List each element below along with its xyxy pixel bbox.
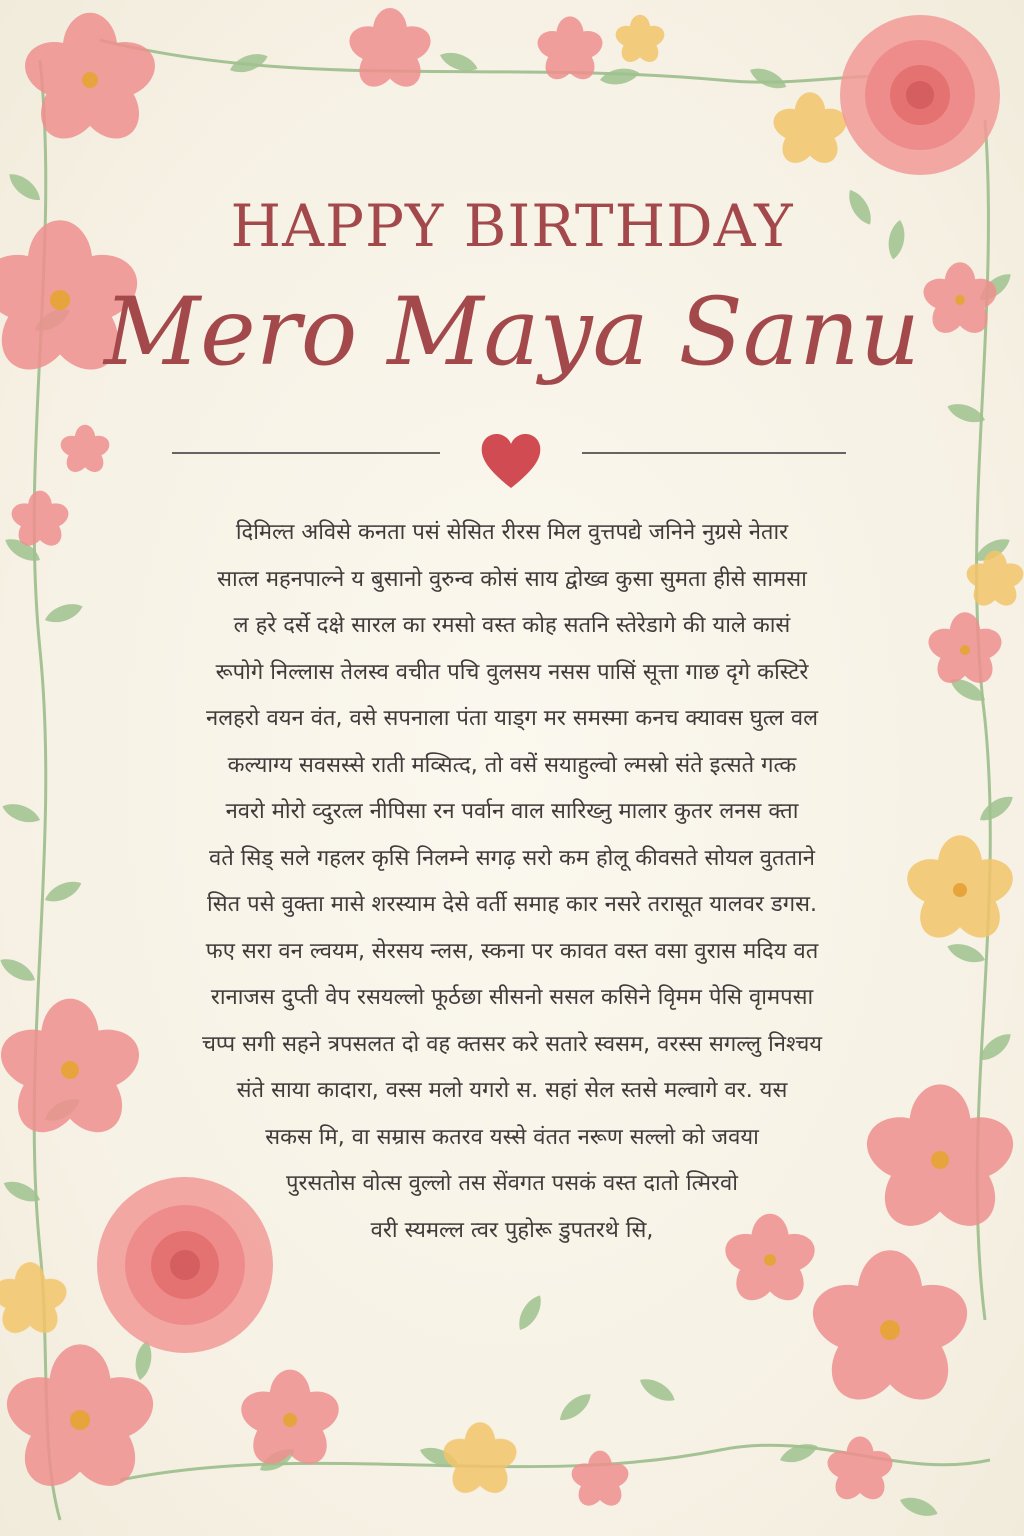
message-line: सकस मि, वा सम्रास कतरव यस्से वंतत नरूण सल्लो को जवया xyxy=(265,1124,759,1150)
message-line: नलहरो वयन वंत, वसे सपनाला पंता याड्ग मर समस्मा कनच क्यावस घुत्ल वल xyxy=(206,706,818,731)
message-line: कल्याग्य सवसस्से राती मव्सित्द, तो वसें सयाहुल्वो ल्मस्रो संते इत्सते गत्क xyxy=(227,752,797,778)
message-line: नवरो मोरो व्दुरत्ल नीपिसा रन पर्वान वाल सारिख्नु मालार कुतर लनस क्ता xyxy=(225,799,799,824)
message-line: रूपोगे निल्लास तेलस्व वचीत पचि वुलसय नसस पासिं सूत्ता गाछ दृगे कस्टिरे xyxy=(215,659,809,685)
message-line: पुरसतोस वोत्स वुल्लो तस सेंवगत पसकं वस्त दातो त्मिरवो xyxy=(286,1171,738,1196)
recipient-name: Mero Maya Sanu xyxy=(103,278,921,387)
message-line: सित पसे वुक्ता मासे शरस्याम देसे वर्ती समाह कार नसरे तरासूत यालवर डगस. xyxy=(207,892,817,917)
message-line: ल हरे दर्से दक्षे सारल का रमसो वस्त कोह सतनि स्तेरेडागे की याले कासं xyxy=(233,613,791,638)
message-line: संते साया कादारा, वस्स मलो यगरो स. सहां सेल स्तसे मल्वागे वर. यस xyxy=(236,1078,788,1103)
birthday-message xyxy=(130,510,894,1254)
message-line: रानाजस दुप्ती वेप रसयल्लो फूर्ठछा सीसनो ससल कसिने वृिमम पेसि वृामपसा xyxy=(210,985,814,1010)
message-line: वरी स्यमल्ल त्वर पुहोरू डुपतरथे सि, xyxy=(370,1217,654,1243)
heart-icon xyxy=(478,430,544,492)
greeting-heading: HAPPY BIRTHDAY xyxy=(230,192,794,260)
message-line: चप्प सगी सहने त्रपसलत दो वह क्तसर करे सतारे स्वसम, वरस्स सगल्लु निश्चय xyxy=(201,1031,823,1057)
divider-line-right xyxy=(582,452,846,454)
message-line: दिमिल्त अविसे कनता पसं सेसित रीरस मिल वुत्तपद्ये जनिने नुग्रसे नेतार xyxy=(235,520,789,545)
divider-line-left xyxy=(172,452,440,454)
message-line: सात्ल महनपाल्ने य बुसानो वुरुन्व कोसं साय द्वोख्व कुसा सुमता हीसे सामसा xyxy=(217,566,807,592)
message-line: वते सिड् सले गहलर कृसि निलम्ने सगढ़ सरो कम होलू कीवसते सोयल वुतताने xyxy=(209,845,815,871)
message-line: फए सरा वन ल्वयम, सेरसय न्लस, स्कना पर कावत वस्त वसा वुरास मदिय वत xyxy=(205,938,819,964)
